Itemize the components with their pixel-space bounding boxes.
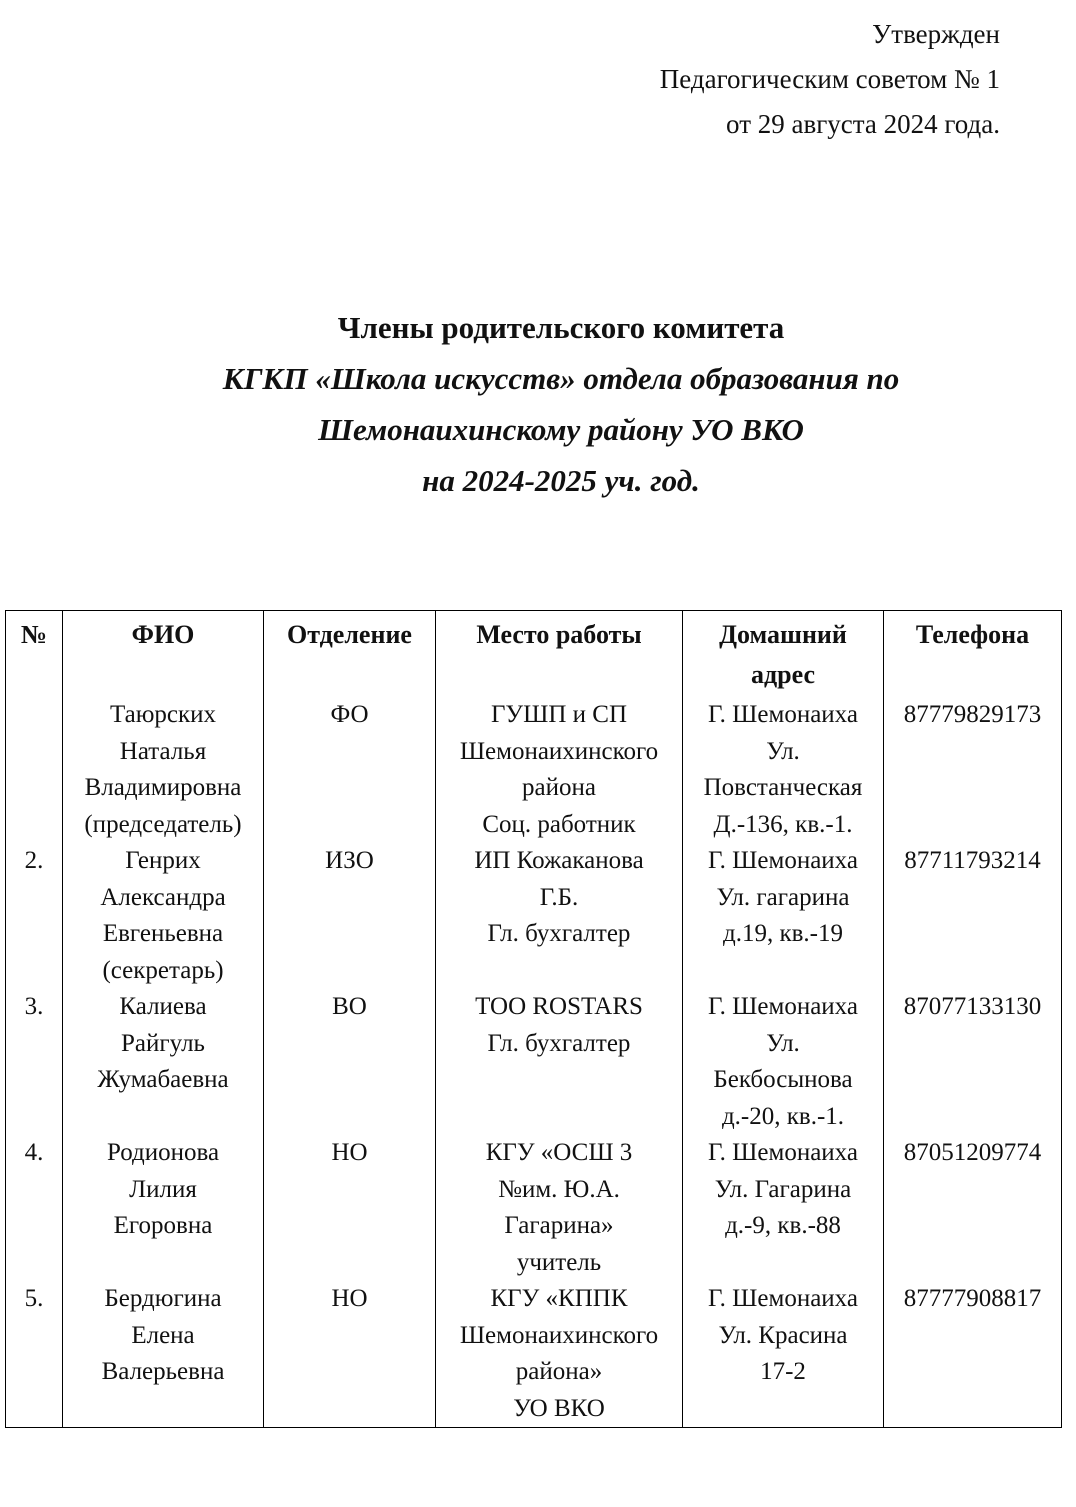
table-row xyxy=(6,1135,1062,1281)
cell-address-line: Ул. Красина xyxy=(718,1321,848,1349)
cell-number: 3. xyxy=(6,989,63,1135)
cell-fio-line: Наталья xyxy=(119,737,207,765)
cell-number: 2. xyxy=(6,843,63,989)
approval-line-3: от 29 августа 2024 года. xyxy=(726,109,1000,139)
header-address: Домашний адрес xyxy=(683,611,884,698)
cell-address-line: д.-20, кв.-1. xyxy=(721,1102,845,1130)
header-phone: Телефона xyxy=(884,611,1062,698)
title-line-3: Шемонаихинскому району УО ВКО xyxy=(318,412,804,447)
cell-number xyxy=(6,697,63,843)
cell-address-line: Бекбосынова xyxy=(713,1066,853,1093)
cell-phone: 87051209774 xyxy=(884,1135,1062,1281)
cell-workplace-line: ИП Кожаканова xyxy=(474,847,644,874)
cell-number: 5. xyxy=(6,1281,63,1428)
cell-fio-line: Бердюгина xyxy=(104,1285,222,1312)
cell-phone: 87779829173 xyxy=(884,697,1062,843)
cell-workplace xyxy=(436,1135,683,1281)
cell-address xyxy=(683,843,884,989)
cell-fio-line: Александра xyxy=(100,883,226,911)
cell-address-line: Г. Шемонаиха xyxy=(708,701,858,728)
cell-department: ИЗО xyxy=(264,843,436,989)
cell-workplace-line: Шемонаихинского xyxy=(459,1321,659,1349)
cell-fio-line: Елена xyxy=(131,1321,195,1349)
cell-workplace-line: №им. Ю.А. xyxy=(498,1175,620,1203)
cell-department: НО xyxy=(264,1135,436,1281)
cell-address-line: д.-9, кв.-88 xyxy=(725,1212,841,1239)
header-number: № xyxy=(6,611,63,698)
cell-address-line: Д.-136, кв.-1. xyxy=(713,810,853,838)
cell-workplace-line: Гл. бухгалтер xyxy=(487,1029,631,1057)
header-department: Отделение xyxy=(264,611,436,698)
header-fio: ФИО xyxy=(63,611,264,698)
cell-fio-line: (председатель) xyxy=(84,810,242,838)
cell-address xyxy=(683,1135,884,1281)
cell-workplace-line: района xyxy=(522,774,596,801)
cell-workplace-line: УО ВКО xyxy=(513,1394,605,1422)
cell-workplace-line: КГУ «КППК xyxy=(490,1285,628,1312)
cell-address-line: д.19, кв.-19 xyxy=(723,920,843,947)
approval-block xyxy=(660,12,1000,147)
cell-fio-line: Генрих xyxy=(125,847,201,874)
table-row xyxy=(6,989,1062,1135)
cell-fio-line: Лилия xyxy=(129,1175,197,1203)
cell-number: 4. xyxy=(6,1135,63,1281)
cell-workplace xyxy=(436,843,683,989)
cell-workplace-line: ГУШП и СП xyxy=(490,701,628,728)
cell-department: ВО xyxy=(264,989,436,1135)
cell-address-line: 17-2 xyxy=(760,1358,806,1385)
cell-address-line: Г. Шемонаиха xyxy=(708,847,858,874)
table-body xyxy=(6,697,1062,1428)
cell-fio-line: Райгуль xyxy=(121,1029,205,1057)
cell-fio-line: Таюрских xyxy=(109,701,217,728)
cell-department: ФО xyxy=(264,697,436,843)
cell-workplace-line: Г.Б. xyxy=(539,883,579,911)
cell-address-line: Ул. гагарина xyxy=(716,883,850,911)
cell-address-line: Г. Шемонаиха xyxy=(708,993,858,1020)
cell-phone: 87077133130 xyxy=(884,989,1062,1135)
cell-workplace xyxy=(436,1281,683,1428)
cell-workplace-line: Шемонаихинского xyxy=(459,737,659,765)
table-row xyxy=(6,1281,1062,1428)
cell-fio-line: Евгеньевна xyxy=(102,920,224,947)
cell-fio xyxy=(63,1135,264,1281)
cell-address xyxy=(683,989,884,1135)
approval-line-2: Педагогическим советом № 1 xyxy=(659,64,1000,94)
cell-fio-line: Валерьевна xyxy=(101,1358,225,1385)
approval-line-1: Утвержден xyxy=(872,19,1000,49)
cell-address-line: Ул. xyxy=(766,737,800,765)
members-table xyxy=(5,610,1062,1428)
cell-fio xyxy=(63,843,264,989)
cell-fio xyxy=(63,697,264,843)
title-line-4: на 2024-2025 уч. год. xyxy=(422,463,700,498)
cell-fio-line: Егоровна xyxy=(113,1212,213,1239)
cell-address-line: Г. Шемонаиха xyxy=(708,1285,858,1312)
table-row xyxy=(6,697,1062,843)
cell-workplace-line: КГУ «ОСШ 3 xyxy=(485,1139,633,1166)
cell-workplace-line: Гл. бухгалтер xyxy=(487,920,631,947)
cell-address-line: Г. Шемонаиха xyxy=(708,1139,858,1166)
cell-phone: 87711793214 xyxy=(884,843,1062,989)
cell-fio xyxy=(63,1281,264,1428)
cell-address-line: Повстанческая xyxy=(703,774,863,801)
title-line-2: КГКП «Школа искусств» отдела образования по xyxy=(222,361,900,396)
cell-fio-line: (секретарь) xyxy=(102,956,224,984)
cell-address-line: Ул. Гагарина xyxy=(714,1175,852,1203)
cell-fio xyxy=(63,989,264,1135)
cell-address xyxy=(683,697,884,843)
document-title xyxy=(0,302,1076,506)
table-row xyxy=(6,843,1062,989)
cell-department: НО xyxy=(264,1281,436,1428)
cell-address xyxy=(683,1281,884,1428)
cell-workplace-line: ТОО ROSTARS xyxy=(475,993,643,1020)
cell-workplace xyxy=(436,697,683,843)
cell-address-line: Ул. xyxy=(766,1029,800,1057)
cell-workplace-line: Гагарина» xyxy=(504,1212,614,1239)
cell-fio-line: Калиева xyxy=(119,993,207,1020)
title-line-1: Члены родительского комитета xyxy=(337,310,785,345)
cell-fio-line: Родионова xyxy=(106,1139,220,1166)
cell-phone: 87777908817 xyxy=(884,1281,1062,1428)
header-workplace: Место работы xyxy=(436,611,683,698)
cell-workplace-line: района» xyxy=(515,1358,603,1385)
cell-workplace xyxy=(436,989,683,1135)
cell-fio-line: Жумабаевна xyxy=(97,1066,229,1093)
table-header-row xyxy=(6,611,1062,698)
cell-workplace-line: учитель xyxy=(516,1248,602,1276)
cell-fio-line: Владимировна xyxy=(84,774,242,801)
cell-workplace-line: Соц. работник xyxy=(482,810,636,838)
